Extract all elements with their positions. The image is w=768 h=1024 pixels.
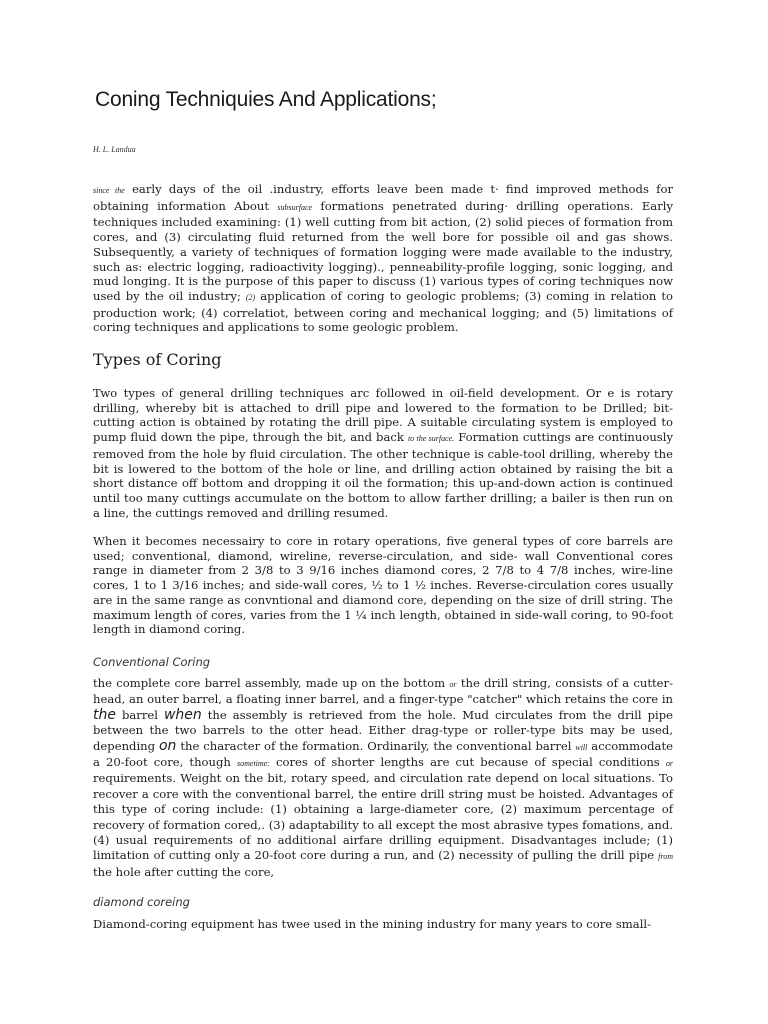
diamond-coring-paragraph: Diamond-coring equipment has twee used in the mining industry for many years to core small-	[93, 917, 652, 931]
diamond-coring-heading: diamond coreing	[93, 895, 190, 909]
types-paragraph-2: When it becomes necessairy to core in rotary operations, five general types of core barrels are used; conventional, diamond, wireline, reverse-circulation, and side- wall Conventional cores range in diameter from 2 3/8 to 3 9/16 inches diamond cores, 2 7/8 to 4 7/8 inches, wire-line cores, 1 to 1 3/16 inches; and side-wall cores, ½ to 1 ½ inches. Reverse-circulation cores usually are in the same range as convntional and diamond core, depending on the size of drill string. The maximum length of cores, varies from the 1 ¼ inch length, obtained in side-wall coring, to 90-foot length in diamond coring.	[93, 534, 673, 637]
author-line: H. L. Landua	[93, 145, 136, 154]
types-paragraph-1: Two types of general drilling techniques arc followed in oil-field development. Or e is rotary drilling, whereby bit is attached to drill pipe and lowered to the formation to be Drilled; bit-cutting action is obtained by rotating the drill pipe. A suitable circulating system is employed to pump fluid down the pipe, through the bit, and back to the surface. Formation cuttings are continuously removed from the hole by fluid circulation. The other technique is cable-tool drilling, whereby the bit is lowered to the bottom of the hole or line, and drilling action obtained by raising the bit a short distance off bottom and dropping it oil the formation; this up-and-down action is continued until too many cuttings accumulate on the bottom to allow farther drilling; a bailer is then run on a line, the cuttings removed and drilling resumed.	[93, 386, 673, 520]
conventional-coring-heading: Conventional Coring	[93, 655, 211, 669]
intro-lead: since the	[93, 186, 125, 195]
conventional-coring-paragraph: the complete core barrel assembly, made up on the bottom or the drill string, consists of a cutter-head, an outer barrel, a floating inner barrel, and a finger-type "catcher" which retains the core in the barrel when the assembly is retrieved from the hole. Mud circulates from the drill pipe between the two barrels to the otter head. Either drag-type or roller-type bits may be used, depending on the character of the formation. Ordinarily, the conventional barrel will accommodate a 20-foot core, though sometime: cores of shorter lengths are cut because of special conditions or requirements. Weight on the bit, rotary speed, and circulation rate depend on local situations. To recover a core with the conventional barrel, the entire drill string must be hoisted. Advantages of this type of coring include: (1) obtaining a large-diameter core, (2) maximum percentage of recovery of formation cored,. (3) adaptability to all except the most abrasive types fomations, and. (4) usual requirements of no additional airfare drilling equipment. Disadvantages include; (1) limitation of cutting only a 20-foot core during a run, and (2) necessity of pulling the drill pipe from the hole after cutting the core,	[93, 676, 674, 879]
document-title: Coning Techniquies And Applications;	[95, 88, 437, 111]
intro-paragraph: since the early days of the oil .industry, efforts leave been made t· find improved methods for obtaining information About subsurface formations penetrated during· drilling operations. Early techniques included examining: (1) well cutting from bit action, (2) solid pieces of formation from cores, and (3) circulating fluid returned from the well bore for possible oil and gas shows. Subsequently, a variety of techniques of formation logging were made available to the industry, such as: electric logging, radioactivity logging)., penneability-profile logging, sonic logging, and mud longing. It is the purpose of this paper to discuss (1) various types of coring techniques now used by the oil industry; (2) application of coring to geologic problems; (3) coming in relation to production work; (4) correlatiot, between coring and mechanical logging; and (5) limitations of coring techniques and applications to some geologic problem.	[93, 182, 673, 335]
types-of-coring-heading: Types of Coring	[93, 350, 222, 369]
